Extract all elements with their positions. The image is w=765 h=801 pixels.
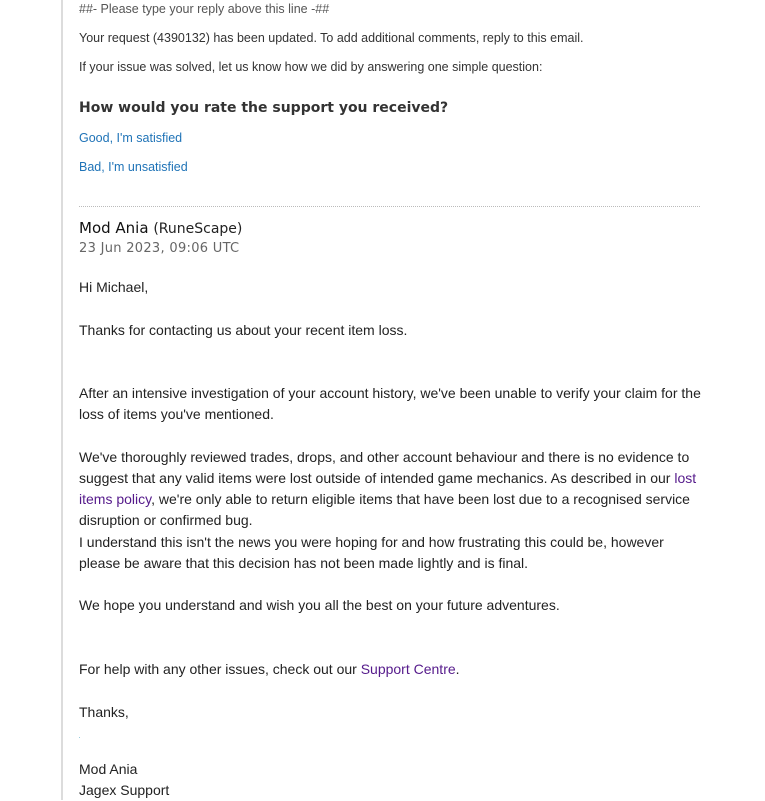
paragraph-2: After an intensive investigation of your account history, we've been unable to verify your claim for the loss of items you've mentioned. [79,385,701,422]
good-rating-link[interactable]: Good, I'm satisfied [79,131,183,145]
author-org: (RuneScape) [153,221,243,237]
reply-above-line: ##- Please type your reply above this line -## [79,2,330,16]
greeting: Hi Michael, [79,279,149,295]
paragraph-3 [79,447,704,531]
signature-name: Mod Ania [79,761,138,777]
message-author [79,219,242,237]
message-date: 23 Jun 2023, 09:06 UTC [79,241,240,256]
paragraph-6 [79,659,704,680]
signoff: Thanks, [79,704,129,720]
quote-border [61,0,63,800]
author-name: Mod Ania [79,219,149,237]
bad-rating-link[interactable]: Bad, I'm unsatisfied [79,160,188,174]
paragraph-3-text-b: , we're only able to return eligible items that have been lost due to a recognised service disruption or confirmed bug. [79,491,690,528]
paragraph-6-text-a: For help with any other issues, check out our [79,661,361,677]
signature-team: Jagex Support [79,782,170,798]
survey-intro: If your issue was solved, let us know how we did by answering one simple question: [79,60,543,74]
paragraph-5: We hope you understand and wish you all the best on your future adventures. [79,597,560,613]
paragraph-1: Thanks for contacting us about your recent item loss. [79,322,408,338]
paragraph-4: I understand this isn't the news you were hoping for and how frustrating this could be, however please be aware that this decision has not been made lightly and is final. [79,534,664,571]
paragraph-6-text-b: . [455,661,460,677]
lost-items-policy-link[interactable]: lost items policy [79,470,697,507]
divider [79,206,700,207]
survey-question-heading: How would you rate the support you received? [79,100,449,116]
update-notice: Your request (4390132) has been updated. To add additional comments, reply to this email. [79,31,584,45]
paragraph-3-text-a: We've thoroughly reviewed trades, drops, and other account behaviour and there is no evidence to suggest that any valid items were lost outside of intended game mechanics. As described in our [79,449,690,486]
support-centre-link[interactable]: Support Centre [360,661,456,677]
spacer-dot [79,737,80,738]
survey-question [79,100,448,116]
